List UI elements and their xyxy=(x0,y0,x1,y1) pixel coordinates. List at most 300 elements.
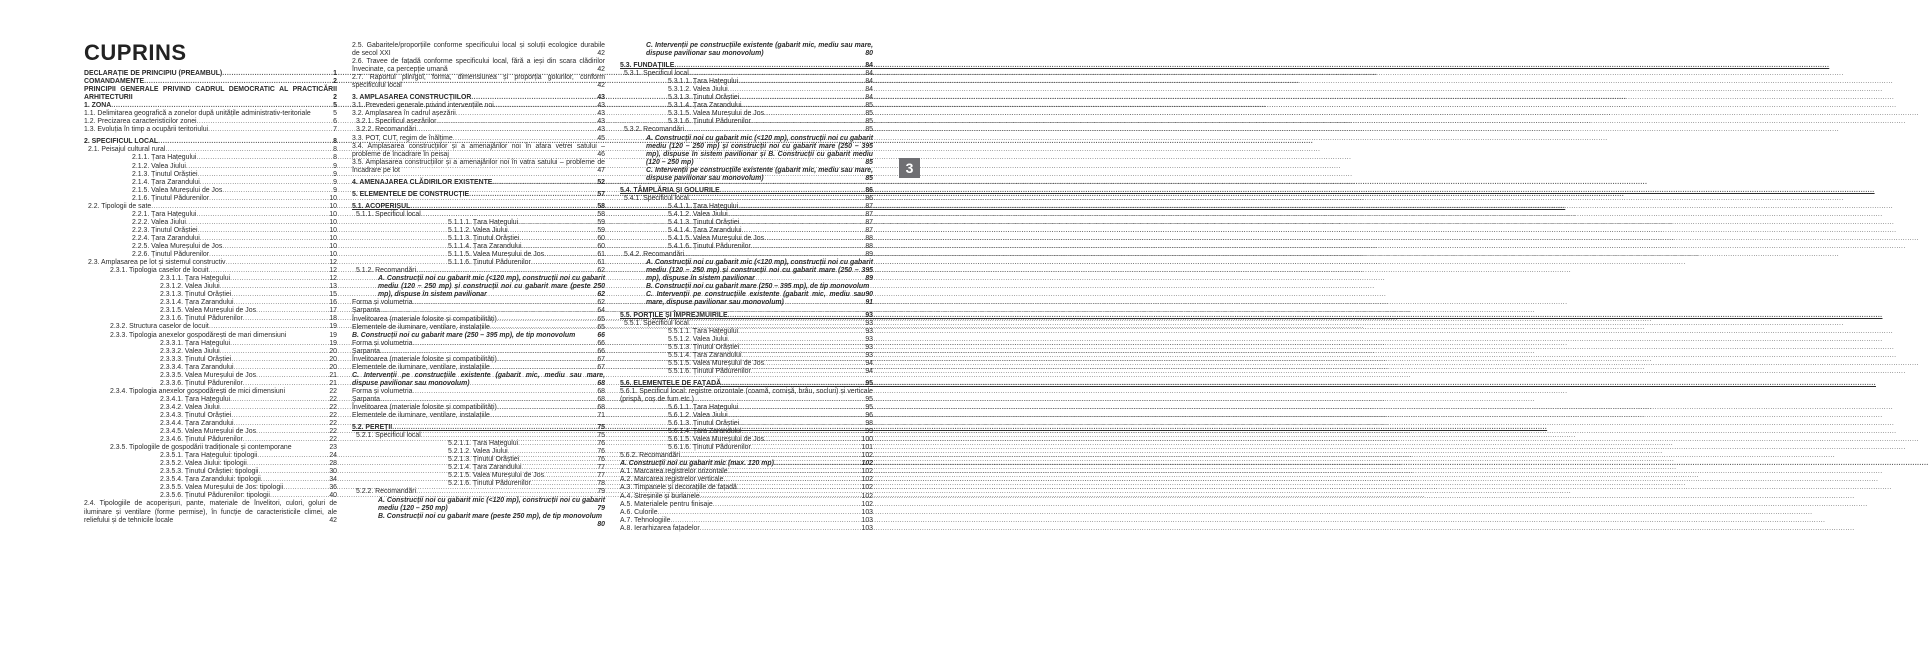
toc-entry-page: 84 xyxy=(865,62,873,70)
dot-leader xyxy=(197,118,334,126)
toc-entry-title: 5.2.1.3. Ținutul Orăștiei xyxy=(448,456,520,464)
toc-entry-page: 10 xyxy=(329,202,337,210)
dot-leader xyxy=(198,171,334,179)
toc-entry xyxy=(352,404,605,412)
toc-entry xyxy=(620,468,873,476)
toc-entry-title: 2.3.5. Tipologiile de gospodării tradiționale și contemporane xyxy=(110,444,292,452)
toc-entry-title: Forma și volumetria xyxy=(352,299,413,307)
toc-entry-page: 10 xyxy=(329,194,337,202)
toc-entry xyxy=(84,460,337,468)
toc-entry-page: 90 xyxy=(865,291,873,299)
toc-entry xyxy=(352,456,605,464)
toc-entry-title: 5.3.1.4. Țara Zarandului xyxy=(668,102,742,110)
toc-entry-page: 79 xyxy=(597,488,605,496)
toc-entry xyxy=(352,259,605,267)
toc-entry-title: 5.6.1.1. Țara Hațegului xyxy=(668,404,739,412)
toc-entry xyxy=(84,476,337,484)
toc-entry-title: 2.7. Raportul plin/gol, forma, dimensiunea și proporția golurilor, conform specificului local xyxy=(352,74,605,90)
dot-leader xyxy=(674,62,865,70)
dot-leader xyxy=(728,312,866,320)
toc-entry-title: Elementele de iluminare, ventilare, instalațiile xyxy=(352,363,490,371)
toc-entry-page: 76 xyxy=(597,440,605,448)
dot-leader xyxy=(209,323,330,331)
toc-entry-page: 42 xyxy=(597,66,605,74)
dot-leader xyxy=(490,324,597,332)
toc-entry xyxy=(84,404,337,412)
toc-entry-page: 89 xyxy=(865,275,873,283)
toc-entry-page: 102 xyxy=(861,452,873,460)
dot-leader xyxy=(739,219,865,227)
toc-entry-page: 9 xyxy=(333,170,337,178)
toc-entry-page: 22 xyxy=(329,411,337,419)
toc-entry xyxy=(620,320,873,328)
toc-entry-page: 20 xyxy=(329,363,337,371)
toc-entry-page: 60 xyxy=(597,235,605,243)
toc-entry xyxy=(84,86,337,102)
toc-entry xyxy=(84,126,337,134)
toc-entry xyxy=(84,219,337,227)
toc-entry xyxy=(352,102,605,110)
toc-entry xyxy=(352,372,605,388)
toc-entry xyxy=(352,412,605,420)
toc-entry-title: 5.6. ELEMENTELE DE FAȚADĂ xyxy=(620,379,722,387)
toc-entry xyxy=(84,388,337,396)
toc-entry-title: 5.3.1. Specificul local xyxy=(624,70,689,78)
toc-entry xyxy=(84,356,337,364)
toc-entry xyxy=(352,324,605,332)
dot-leader xyxy=(742,428,866,436)
dot-leader xyxy=(256,428,329,436)
toc-entry-page: 71 xyxy=(597,412,605,420)
toc-entry xyxy=(84,267,337,275)
dot-leader xyxy=(764,235,865,243)
toc-entry-title: 2.3.5.2. Valea Jiului: tipologii xyxy=(160,460,247,468)
toc-entry-title: 5.4.1.6. Ținutul Pădurenilor xyxy=(668,243,751,251)
dot-leader xyxy=(739,420,865,428)
toc-entry-title: 3.2. Amplasarea în cadrul așezării xyxy=(352,110,456,118)
toc-entry-page: 21 xyxy=(329,379,337,387)
toc-entry-page: 67 xyxy=(597,363,605,371)
toc-entry xyxy=(620,420,873,428)
toc-entry-page: 1 xyxy=(333,70,337,77)
toc-entry-page: 15 xyxy=(329,291,337,299)
toc-entry-title: A.6. Culorile xyxy=(620,508,658,516)
toc-entry-title: 5.4.2. Recomandări xyxy=(624,251,685,259)
toc-entry-page: 75 xyxy=(597,432,605,440)
dot-leader xyxy=(713,501,862,509)
toc-entry-title: 5.1. ACOPERIȘUL xyxy=(352,202,411,210)
dot-leader xyxy=(222,187,333,195)
toc-entry-title: 5.1.1. Specificul local xyxy=(356,210,421,218)
toc-entry-page: 60 xyxy=(597,243,605,251)
toc-entry xyxy=(620,412,873,420)
toc-entry-page: 102 xyxy=(861,476,873,484)
dot-leader xyxy=(456,110,598,118)
toc-entry xyxy=(620,251,873,259)
toc-entry xyxy=(84,283,337,291)
toc-entry-title: 5.2.1.6. Ținutul Pădurenilor xyxy=(448,480,531,488)
dot-leader xyxy=(410,203,597,211)
toc-entry-page: 76 xyxy=(597,456,605,464)
toc-entry-page: 22 xyxy=(329,403,337,411)
dot-leader xyxy=(247,460,330,468)
toc-entry-title: 5.6.1.4. Țara Zarandului xyxy=(668,428,742,436)
toc-entry-page: 93 xyxy=(865,319,873,327)
toc-entry xyxy=(84,146,337,154)
toc-entry-page: 66 xyxy=(597,331,605,339)
toc-entry-title: 2.5. Gabaritele/proporțiile conforme specificului local și soluții ecologice durabile de secol XXI xyxy=(352,42,605,58)
toc-entry xyxy=(620,211,873,219)
toc-entry-page: 93 xyxy=(865,327,873,335)
dot-leader xyxy=(261,476,330,484)
toc-entry-page: 102 xyxy=(861,468,873,476)
toc-entry-page: 10 xyxy=(329,234,337,242)
dot-leader xyxy=(508,227,598,235)
toc-entry-title: 2.3.4.2. Valea Jiului xyxy=(160,403,220,411)
dot-leader xyxy=(421,432,598,440)
toc-entry xyxy=(84,78,337,86)
toc-entry xyxy=(352,340,605,348)
toc-entry-title: 5.5.1.2. Valea Jiului xyxy=(668,335,728,343)
toc-entry xyxy=(352,211,605,219)
toc-entry-page: 77 xyxy=(597,472,605,480)
toc-entry-page: 10 xyxy=(329,226,337,234)
toc-entry-title: 5.1.1.5. Valea Mureșului de Jos xyxy=(448,251,545,259)
dot-leader xyxy=(165,146,333,154)
toc-entry-page: 8 xyxy=(333,154,337,162)
toc-entry xyxy=(352,480,605,488)
toc-entry-title: 2.2. Tipologii de sate xyxy=(88,202,152,210)
toc-entry-title: 3. AMPLASAREA CONSTRUCȚIILOR xyxy=(352,94,472,102)
dot-leader xyxy=(243,315,330,323)
toc-entry-page: 43 xyxy=(597,102,605,110)
toc-entry-page: 77 xyxy=(597,464,605,472)
dot-leader xyxy=(200,179,333,187)
toc-entry-page: 20 xyxy=(329,355,337,363)
toc-entry xyxy=(84,203,337,211)
toc-entry-title: 5.1.1.6. Ținutul Pădurenilor xyxy=(448,259,531,267)
toc-entry-title: 2.3.4.1. Țara Hațegului xyxy=(160,395,231,403)
toc-entry xyxy=(84,444,337,452)
toc-entry xyxy=(352,432,605,440)
dot-leader xyxy=(738,78,865,86)
toc-entry xyxy=(352,143,605,159)
dot-leader xyxy=(670,517,861,525)
toc-entry xyxy=(84,118,337,126)
toc-entry-page: 87 xyxy=(865,202,873,210)
toc-entry xyxy=(84,315,337,323)
toc-entry-page: 103 xyxy=(861,508,873,516)
toc-entry-page: 22 xyxy=(329,387,337,395)
toc-entry xyxy=(352,424,605,432)
dot-leader xyxy=(700,493,862,501)
dot-leader xyxy=(283,484,329,492)
toc-entry-title: 5.6.2. Recomandări xyxy=(620,452,681,460)
toc-entry xyxy=(352,191,605,199)
toc-entry xyxy=(620,360,873,368)
toc-entry xyxy=(352,94,605,102)
toc-entry-title: B. Construcții noi cu gabarit mare (peste 250 mp), de tip monovolum xyxy=(378,512,602,520)
toc-entry-title: 2.3. Amplasarea pe lot și sistemul constructiv xyxy=(88,259,226,267)
toc-entry xyxy=(84,428,337,436)
dot-leader xyxy=(728,86,866,94)
toc-entry-page: 80 xyxy=(597,520,605,528)
dot-leader xyxy=(544,472,597,480)
toc-entry-page: 13 xyxy=(329,283,337,291)
dot-leader xyxy=(738,328,865,336)
toc-entry xyxy=(352,497,605,513)
toc-entry-page: 2 xyxy=(333,78,337,86)
dot-leader xyxy=(531,259,598,267)
toc-entry xyxy=(352,396,605,404)
dot-leader xyxy=(658,509,862,517)
toc-entry-title: 5.3.1.5. Valea Mureșului de Jos xyxy=(668,110,765,118)
toc-column-2 xyxy=(352,42,605,529)
toc-entry-title: 5.3.1.3. Ținutul Orăștiei xyxy=(668,94,740,102)
toc-entry-title: 3.3. POT, CUT, regim de înălțime xyxy=(352,134,453,142)
toc-entry-page: 23 xyxy=(329,444,337,452)
dot-leader xyxy=(544,251,597,259)
dot-leader xyxy=(230,396,329,404)
toc-entry-page: 84 xyxy=(865,94,873,102)
toc-entry-page: 87 xyxy=(865,210,873,218)
dot-leader xyxy=(258,468,329,476)
toc-entry-title: 5.6.1.2. Valea Jiului xyxy=(668,412,728,420)
dot-leader xyxy=(518,440,597,448)
toc-entry xyxy=(620,436,873,444)
toc-entry xyxy=(620,203,873,211)
dot-leader xyxy=(234,420,330,428)
toc-entry-title: 2.6. Travee de fațadă conforme specificului local, fără a ieși din scara clădirilor învecinate, ca percepție umană xyxy=(352,58,605,74)
toc-entry-title: 5.2.1.1. Țara Hațegului xyxy=(448,440,519,448)
toc-entry-title: A.2. Marcarea registrelor verticale xyxy=(620,476,724,484)
toc-entry-title: Elementele de iluminare, ventilare, instalațiile xyxy=(352,323,490,331)
toc-entry-title: 5.3.1.1. Țara Hațegului xyxy=(668,78,739,86)
toc-entry xyxy=(84,468,337,476)
toc-entry-page: 21 xyxy=(329,371,337,379)
toc-entry-page: 58 xyxy=(597,202,605,210)
toc-entry-title: C. Intervenții pe construcțiile existente (gabarit mic, mediu sau mare, dispuse pavilionar sau monovolum) xyxy=(646,42,873,58)
toc-entry-page: 10 xyxy=(329,210,337,218)
toc-entry-page: 20 xyxy=(329,347,337,355)
dot-leader xyxy=(497,356,598,364)
toc-entry-page: 30 xyxy=(329,468,337,476)
toc-entry xyxy=(620,344,873,352)
toc-entry xyxy=(84,259,337,267)
toc-entry-page: 89 xyxy=(865,251,873,259)
toc-entry-title: 2.3.4.4. Țara Zarandului xyxy=(160,420,234,428)
toc-entry-title: 5.3. FUNDAȚIILE xyxy=(620,62,675,70)
toc-entry-title: 2.2.4. Țara Zarandului xyxy=(132,234,200,242)
toc-entry-page: 80 xyxy=(865,50,873,58)
toc-entry-page: 65 xyxy=(597,323,605,331)
toc-entry-page: 28 xyxy=(329,460,337,468)
toc-entry-page: 85 xyxy=(865,174,873,182)
dot-leader xyxy=(764,360,865,368)
toc-entry-title: 2.1. Peisajul cultural rural xyxy=(88,146,166,154)
toc-entry-title: 5.4.1.1. Țara Hațegului xyxy=(668,202,739,210)
toc-entry-title: 5.6.1. Specificul local: registre orizontale (coamă, cornișă, brâu, socluri) și verticale (prispă, coș de fum etc.) xyxy=(620,387,873,403)
toc-entry-page: 8 xyxy=(333,138,337,146)
dot-leader xyxy=(728,412,866,420)
toc-entry-title: 5.1.1.3. Ținutul Orăștiei xyxy=(448,235,520,243)
toc-entry-page: 19 xyxy=(329,339,337,347)
toc-entry xyxy=(84,412,337,420)
toc-entry xyxy=(352,448,605,456)
toc-entry-title: A.1. Marcarea registrelor orizontale xyxy=(620,468,728,476)
toc-entry-page: 45 xyxy=(597,134,605,142)
toc-entry-title: 2. SPECIFICUL LOCAL xyxy=(84,138,159,146)
dot-leader xyxy=(257,452,329,460)
dot-leader xyxy=(222,243,329,251)
toc-entry-title: C. Intervenții pe construcțiile existente (gabarit mic, mediu sau mare, dispuse pavilionar sau monovolum) xyxy=(352,371,605,387)
toc-entry xyxy=(620,509,873,517)
toc-entry-page: 85 xyxy=(865,102,873,110)
dot-leader xyxy=(226,259,330,267)
toc-entry-page: 93 xyxy=(865,351,873,359)
toc-entry-title: PRINCIPII GENERALE PRIVIND CADRUL DEMOCRATIC AL PRACTICĂRII ARHITECTURII xyxy=(84,86,337,102)
toc-entry xyxy=(620,110,873,118)
dot-leader xyxy=(234,364,330,372)
toc-entry-title: 5.5.1.6. Ținutul Pădurenilor xyxy=(668,367,751,375)
toc-entry-page: 87 xyxy=(865,227,873,235)
toc-entry-title: 2.3.1.1. Țara Hațegului xyxy=(160,275,231,283)
toc-entry-page: 100 xyxy=(861,436,873,444)
toc-entry xyxy=(84,163,337,171)
toc-entry-title: 2.3.3. Tipologia anexelor gospodărești de mari dimensiuni xyxy=(110,331,287,339)
toc-entry-title: DECLARAȚIE DE PRINCIPIU (PREAMBUL) xyxy=(84,70,223,77)
dot-leader xyxy=(256,307,329,315)
toc-entry-page: 59 xyxy=(597,226,605,234)
toc-entry xyxy=(84,291,337,299)
toc-entry-title: 2.1.6. Ținutul Pădurenilor xyxy=(132,194,209,202)
dot-leader xyxy=(380,348,597,356)
toc-entry-title: 5.2.2. Recomandări xyxy=(356,488,417,496)
toc-entry-title: Elementele de iluminare, ventilare, instalațiile xyxy=(352,412,490,420)
toc-entry xyxy=(84,102,337,110)
toc-entry xyxy=(352,74,605,90)
dot-leader xyxy=(230,275,329,283)
dot-leader xyxy=(186,219,329,227)
toc-entry-title: 5.6.1.3. Ținutul Orăștiei xyxy=(668,420,740,428)
toc-entry-title: 2.1.2. Valea Jiului xyxy=(132,162,186,170)
dot-leader xyxy=(720,187,866,195)
toc-entry-page: 84 xyxy=(865,70,873,78)
toc-entry-page: 102 xyxy=(861,460,873,468)
dot-leader xyxy=(680,452,861,460)
toc-entry-page: 58 xyxy=(597,210,605,218)
toc-entry xyxy=(352,235,605,243)
dot-leader xyxy=(522,243,598,251)
toc-entry xyxy=(620,135,873,167)
toc-entry xyxy=(84,187,337,195)
toc-entry xyxy=(84,179,337,187)
toc-entry-title: 2.3.4.3. Ținutul Orăștiei xyxy=(160,411,232,419)
dot-leader xyxy=(380,307,597,315)
toc-entry-page: 12 xyxy=(329,259,337,267)
toc-entry-page: 86 xyxy=(865,194,873,202)
toc-entry-title: 2.3.4. Tipologia anexelor gospodărești de mici dimensiuni xyxy=(110,387,286,395)
toc-entry-title: 3.1. Prevederi generale privind intervențiile noi xyxy=(352,102,494,110)
toc-entry xyxy=(620,460,873,468)
toc-entry-title: 5.4.1. Specificul local xyxy=(624,194,689,202)
toc-entry xyxy=(84,348,337,356)
toc-entry xyxy=(352,227,605,235)
dot-leader xyxy=(494,102,598,110)
toc-entry-title: A. Construcții noi cu gabarit mic (<120 mp), construcții noi cu gabarit mediu (120 – 250 mp) și construcții noi cu gabarit mare (peste 250 mp), dispuse în sistem pavilionar xyxy=(378,275,605,299)
toc-entry xyxy=(620,42,873,58)
dot-leader xyxy=(737,484,862,492)
toc-entry-title: A. Construcții noi cu gabarit mic (<120 mp), construcții noi cu gabarit mediu (120 – 250 mp) și construcții noi cu gabarit mare (250 – 395 mp), dispuse în sistem pavilionar xyxy=(646,259,873,283)
toc-entry xyxy=(620,235,873,243)
dot-leader xyxy=(111,102,333,110)
toc-entry-page: 68 xyxy=(597,395,605,403)
toc-entry-title: 2.3.4.5. Valea Mureșului de Jos xyxy=(160,428,257,436)
toc-entry xyxy=(620,187,873,195)
toc-entry-page: 84 xyxy=(865,86,873,94)
dot-leader xyxy=(742,352,866,360)
dot-leader xyxy=(490,364,597,372)
dot-leader xyxy=(728,468,862,476)
toc-entry-page: 62 xyxy=(597,291,605,299)
toc-entry xyxy=(352,356,605,364)
toc-entry xyxy=(84,452,337,460)
toc-entry xyxy=(352,203,605,211)
toc-entry xyxy=(352,267,605,275)
toc-entry-page: 78 xyxy=(597,480,605,488)
toc-entry xyxy=(84,275,337,283)
toc-entry xyxy=(352,219,605,227)
toc-entry-title: 5.5.1. Specificul local xyxy=(624,319,689,327)
dot-leader xyxy=(751,243,866,251)
dot-leader xyxy=(497,404,598,412)
toc-entry xyxy=(620,328,873,336)
toc-entry-title: 2.2.2. Valea Jiului xyxy=(132,218,186,226)
dot-leader xyxy=(689,195,866,203)
dot-leader xyxy=(531,480,598,488)
toc-entry xyxy=(620,380,873,388)
toc-entry-page: 85 xyxy=(865,126,873,134)
toc-entry-title: 2.3.1.4. Țara Zarandului xyxy=(160,299,234,307)
dot-leader xyxy=(436,118,597,126)
toc-entry-title: Șarpanta xyxy=(352,395,380,403)
dot-leader xyxy=(751,118,866,126)
dot-leader xyxy=(196,154,333,162)
toc-entry xyxy=(352,332,605,340)
dot-leader xyxy=(416,267,597,275)
toc-entry-page: 9 xyxy=(333,178,337,186)
toc-entry-title: 5.5.1.5. Valea Mureșului de Jos xyxy=(668,359,765,367)
toc-entry xyxy=(620,501,873,509)
dot-leader xyxy=(497,316,598,324)
toc-entry-page: 102 xyxy=(861,500,873,508)
toc-entry-page: 84 xyxy=(865,78,873,86)
toc-entry xyxy=(352,275,605,299)
toc-entry-title: 5.6.1.5. Valea Mureșului de Jos xyxy=(668,436,765,444)
toc-entry xyxy=(620,517,873,525)
dot-leader xyxy=(243,380,330,388)
dot-leader xyxy=(231,356,329,364)
toc-entry-title: 2.3.3.4. Țara Zarandului xyxy=(160,363,234,371)
toc-entry xyxy=(352,472,605,480)
toc-entry-title: 2.2.3. Ținutul Orăștiei xyxy=(132,226,198,234)
toc-entry xyxy=(620,368,873,376)
dot-leader xyxy=(764,436,861,444)
toc-entry-page: 42 xyxy=(329,516,337,524)
toc-entry-title: 2.3.3.3. Ținutul Orăștiei xyxy=(160,355,232,363)
toc-entry-title: 5.4.1.3. Ținutul Orăștiei xyxy=(668,218,740,226)
dot-leader xyxy=(742,227,866,235)
